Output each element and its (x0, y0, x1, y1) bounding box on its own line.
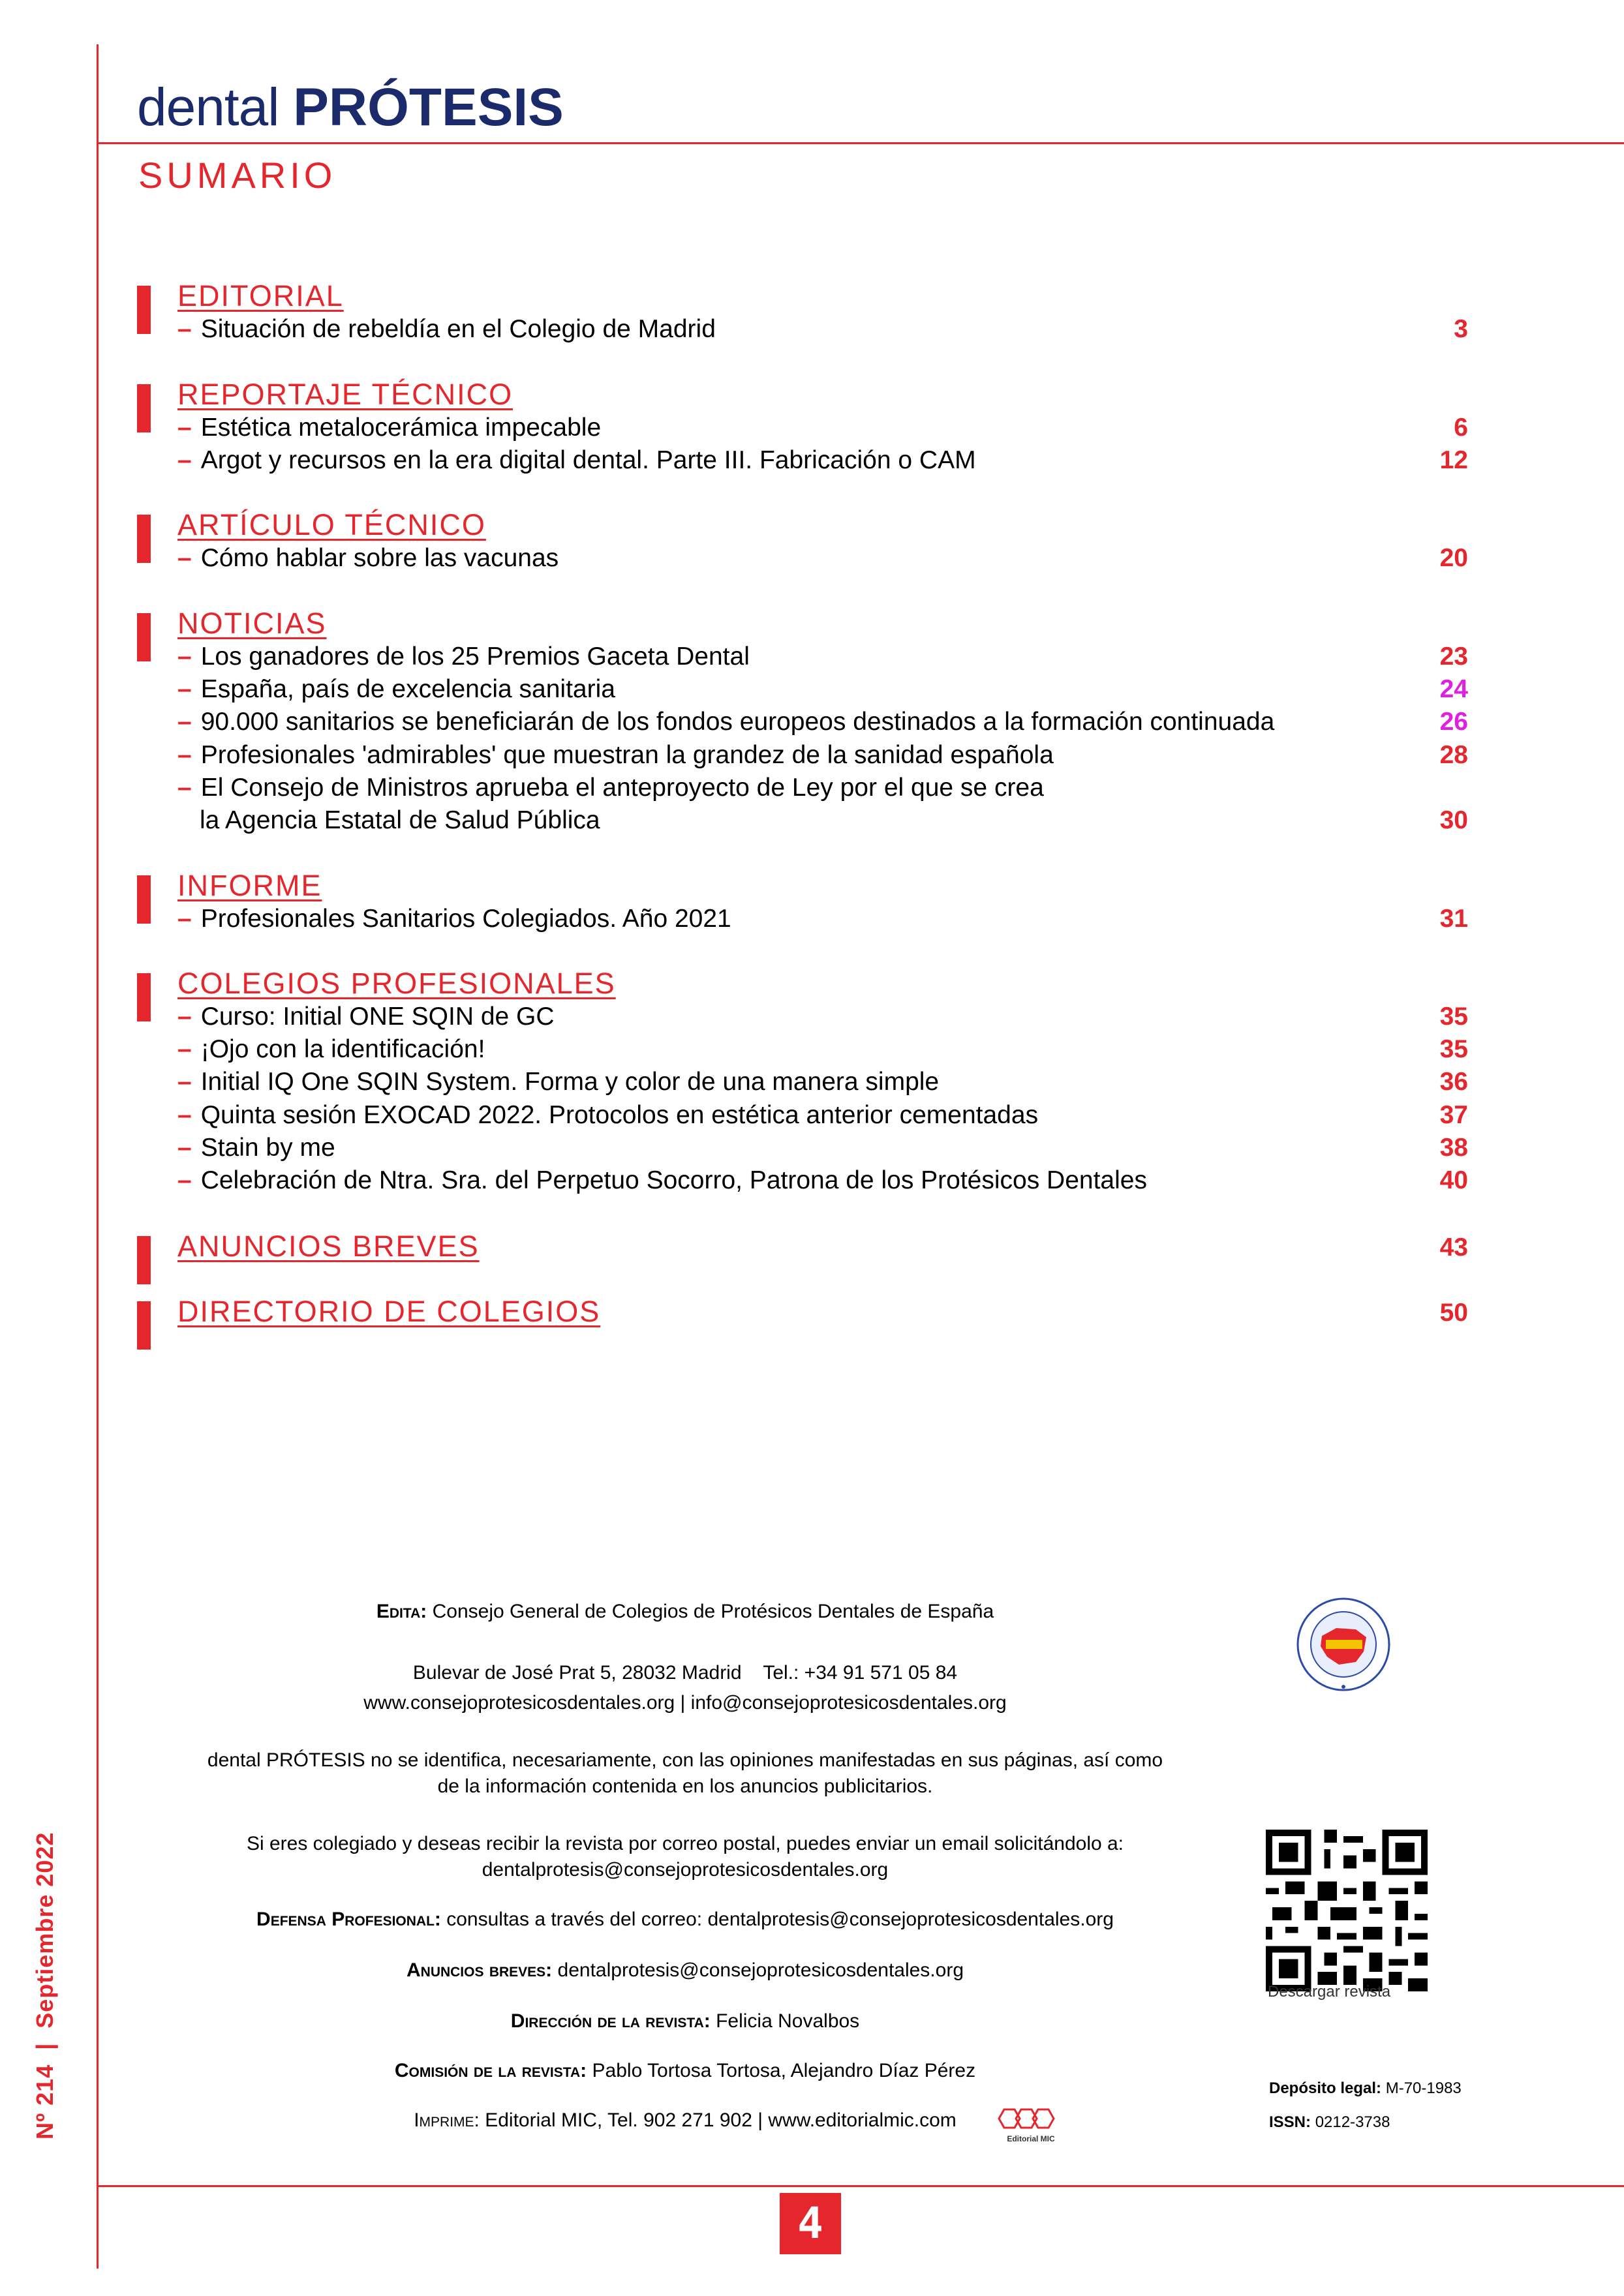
web-line: www.consejoprotesicosdentales.org | info@consejoprotesicosdentales.org (363, 1692, 1007, 1714)
section-marker (137, 973, 151, 1021)
issn: ISSN: 0212-3738 (1269, 2113, 1390, 2131)
toc-item[interactable]: – El Consejo de Ministros aprueba el anteproyecto de Ley por el que se crea (177, 773, 1044, 802)
subscribe-line-1: Si eres colegiado y deseas recibir la revista por correo postal, puedes enviar un email solicitándolo a: (246, 1833, 1124, 1854)
section-page: 50 (1439, 1299, 1468, 1327)
credits-block (130, 1592, 1240, 2139)
section-title[interactable]: COLEGIOS PROFESIONALES (177, 967, 616, 1000)
toc-item[interactable]: – España, país de excelencia sanitaria 24 (177, 675, 1468, 704)
section-title[interactable]: EDITORIAL (177, 279, 344, 312)
page-title: SUMARIO (138, 155, 337, 196)
brand-bold: PRÓTESIS (293, 78, 564, 137)
section-title[interactable]: DIRECTORIO DE COLEGIOS (177, 1295, 601, 1328)
toc-item[interactable]: – ¡Ojo con la identificación! 35 (177, 1035, 1468, 1064)
section-marker (137, 515, 151, 563)
toc-item[interactable]: – 90.000 sanitarios se beneficiarán de los fondos europeos destinados a la formación continuada 26 (177, 708, 1468, 736)
toc-item[interactable]: – Argot y recursos en la era digital dental. Parte III. Fabricación o CAM 12 (177, 446, 1468, 475)
section-marker (137, 286, 151, 334)
section-marker (137, 875, 151, 924)
toc-item-continuation[interactable]: la Agencia Estatal de Salud Pública 30 (200, 806, 1468, 834)
section-title[interactable]: REPORTAJE TÉCNICO (177, 378, 513, 411)
disclaimer-line-2: de la información contenida en los anuncios publicitarios. (437, 1775, 933, 1797)
brand-logo (137, 77, 564, 138)
toc-item[interactable]: – Stain by me 38 (177, 1133, 1468, 1162)
section-marker (137, 384, 151, 432)
section-title[interactable]: ARTÍCULO TÉCNICO (177, 508, 486, 541)
editorial-mic-logo (995, 2106, 1067, 2146)
header-rule (97, 142, 1624, 144)
section-page: 43 (1439, 1233, 1468, 1261)
section-title[interactable]: NOTICIAS (177, 607, 327, 640)
imprime-line: Imprime: Editorial MIC, Tel. 902 271 902 | www.editorialmic.com (414, 2109, 957, 2131)
toc-item[interactable]: – Los ganadores de los 25 Premios Gaceta Dental 23 (177, 642, 1468, 671)
toc-item[interactable]: – Quinta sesión EXOCAD 2022. Protocolos en estética anterior cementadas 37 (177, 1100, 1468, 1129)
toc-item[interactable]: – Profesionales Sanitarios Colegiados. Año 2021 31 (177, 905, 1468, 933)
comision-line: Comisión de la revista: Pablo Tortosa Tortosa, Alejandro Díaz Pérez (394, 2060, 976, 2081)
page-number: 4 (780, 2193, 841, 2254)
vertical-rule (97, 44, 99, 2269)
section-marker (137, 1236, 151, 1284)
subscribe-line-2: dentalprotesis@consejoprotesicosdentales.org (482, 1859, 889, 1881)
toc-item[interactable]: – Profesionales 'admirables' que muestran la grandez de la sanidad española 28 (177, 740, 1468, 769)
address-line: Bulevar de José Prat 5, 28032 Madrid Tel.: +34 91 571 05 84 (412, 1662, 958, 1684)
mic-label: Editorial MIC (1007, 2134, 1055, 2143)
issue-date-vertical: Nº 214 | Septiembre 2022 (31, 1832, 58, 2139)
edita-line: Edita: Consejo General de Colegios de Protésicos Dentales de España (376, 1601, 994, 1622)
footer-rule (97, 2185, 1624, 2187)
toc-item[interactable]: – Situación de rebeldía en el Colegio de Madrid 3 (177, 315, 1468, 343)
section-marker (137, 1301, 151, 1350)
brand-regular: dental (137, 78, 279, 137)
defensa-line: Defensa Profesional: consultas a través del correo: dentalprotesis@consejoprotesicosdentales.org (256, 1909, 1114, 1930)
toc-item[interactable]: – Initial IQ One SQIN System. Forma y color de una manera simple 36 (177, 1068, 1468, 1096)
consejo-seal-logo (1296, 1597, 1391, 1692)
qr-caption: Descargar revista (1268, 1983, 1391, 2001)
disclaimer-line-1: dental PRÓTESIS no se identifica, necesariamente, con las opiniones manifestadas en sus páginas, así como (207, 1749, 1163, 1771)
toc-item[interactable]: – Celebración de Ntra. Sra. del Perpetuo Socorro, Patrona de los Protésicos Dentales 40 (177, 1166, 1468, 1194)
toc-item[interactable]: – Estética metalocerámica impecable 6 (177, 414, 1468, 442)
toc-item[interactable]: – Curso: Initial ONE SQIN de GC 35 (177, 1003, 1468, 1031)
anuncios-line: Anuncios breves: dentalprotesis@consejoprotesicosdentales.org (406, 1959, 964, 1981)
direccion-line: Dirección de la revista: Felicia Novalbos (510, 2010, 860, 2032)
section-title[interactable]: INFORME (177, 869, 322, 902)
toc-item[interactable]: – Cómo hablar sobre las vacunas 20 (177, 544, 1468, 572)
deposito-legal: Depósito legal: M-70-1983 (1269, 2079, 1462, 2097)
section-marker (137, 613, 151, 661)
section-title[interactable]: ANUNCIOS BREVES (177, 1230, 480, 1263)
qr-code[interactable] (1266, 1830, 1428, 1991)
